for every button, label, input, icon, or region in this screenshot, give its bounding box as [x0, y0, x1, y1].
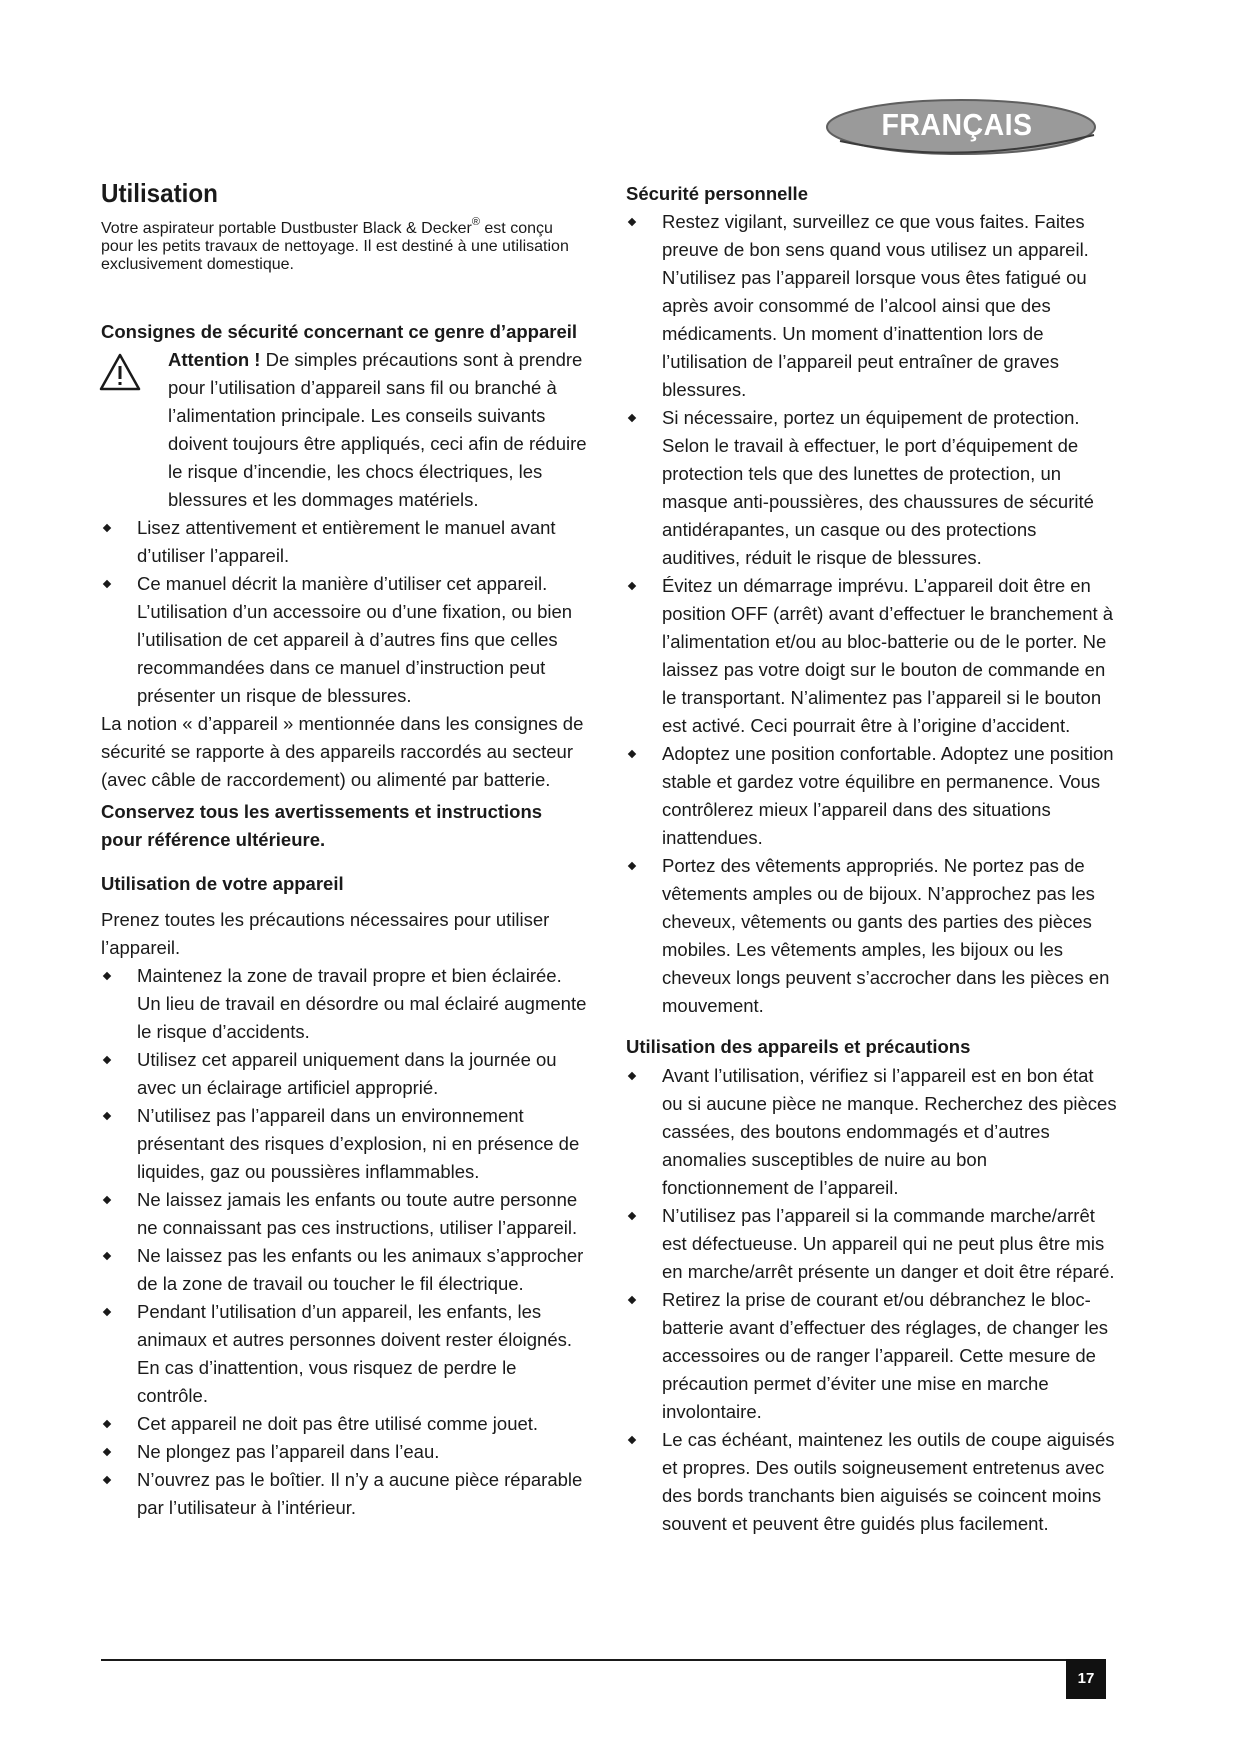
list-item: Cet appareil ne doit pas être utilisé comme jouet.	[101, 1410, 589, 1438]
list-item: Le cas échéant, maintenez les outils de coupe aiguisés et propres. Des outils soigneusement entretenus avec des bords tranchants bien aiguisés se coincent moins souvent et peuvent être guidés plus facilement.	[626, 1426, 1118, 1538]
intro-text: Votre aspirateur portable Dustbuster Black & Decker® est conçu pour les petits travaux de nettoyage. Il est destiné à une utilisation exclusivement domestique.	[101, 216, 569, 273]
bullet-icon	[103, 1308, 111, 1316]
bullet-icon	[628, 862, 636, 870]
use-bullets	[101, 962, 589, 1522]
bullet-icon	[628, 218, 636, 226]
bullet-icon	[103, 1420, 111, 1428]
list-item: N’utilisez pas l’appareil si la commande marche/arrêt est défectueuse. Un appareil qui ne peut plus être mis en marche/arrêt présente un danger et doit être réparé.	[626, 1202, 1118, 1286]
safety-heading: Consignes de sécurité concernant ce genre d’appareil	[101, 321, 578, 342]
personal-safety-heading: Sécurité personnelle	[626, 183, 808, 204]
bullet-icon	[103, 580, 111, 588]
bullet-icon	[103, 1056, 111, 1064]
list-item: Ne plongez pas l’appareil dans l’eau.	[101, 1438, 589, 1466]
bullet-icon	[628, 1212, 636, 1220]
list-item: Utilisez cet appareil uniquement dans la journée ou avec un éclairage artificiel approprié.	[101, 1046, 589, 1102]
bullet-icon	[628, 582, 636, 590]
page-title: Utilisation	[101, 178, 218, 208]
bullet-icon	[628, 750, 636, 758]
list-item: Évitez un démarrage imprévu. L’appareil doit être en position OFF (arrêt) avant d’effectuer le branchement à l’alimentation et/ou au bloc-batterie ou de le porter. Ne laissez pas votre doigt sur le bouton de commande en le transportant. N’alimentez pas l’appareil si le bouton est activé. Ceci pourrait être à l’origine d’accident.	[626, 572, 1116, 740]
bullet-icon	[628, 414, 636, 422]
list-item: Restez vigilant, surveillez ce que vous faites. Faites preuve de bon sens quand vous utilisez un appareil. N’utilisez pas l’appareil lorsque vous êtes fatigué ou après avoir consommé de l’alcool ainsi que des médicaments. Un moment d’inattention lors de l’utilisation de l’appareil peut entraîner de graves blessures.	[626, 208, 1116, 404]
warning-triangle-icon	[98, 352, 142, 392]
bullet-icon	[103, 1252, 111, 1260]
list-item: Ce manuel décrit la manière d’utiliser cet appareil. L’utilisation d’un accessoire ou d’une fixation, ou bien l’utilisation de cet appareil à d’autres fins que celles recommandées dans ce manuel d’instruction peut présenter un risque de blessures.	[101, 570, 586, 710]
intro-paragraph	[101, 216, 581, 274]
page-number: 17	[1066, 1659, 1106, 1699]
list-item: Ne laissez jamais les enfants ou toute autre personne ne connaissant pas ces instructions, utiliser l’appareil.	[101, 1186, 589, 1242]
list-item: Pendant l’utilisation d’un appareil, les enfants, les animaux et autres personnes doivent rester éloignés. En cas d’inattention, vous risquez de perdre le contrôle.	[101, 1298, 589, 1410]
warning-text: Attention ! De simples précautions sont à prendre pour l’utilisation d’appareil sans fil ou branché à l’alimentation principale. Les conseils suivants doivent toujours être appliqués, ceci afin de réduire le risque d’incendie, les chocs électriques, les blessures et les dommages matériels.	[168, 349, 587, 510]
devices-heading: Utilisation des appareils et précautions	[626, 1036, 971, 1057]
bullet-icon	[103, 524, 111, 532]
keep-instructions: Conservez tous les avertissements et instructions pour référence ultérieure.	[101, 801, 543, 850]
bullet-icon	[628, 1072, 636, 1080]
language-label: FRANÇAIS	[881, 107, 1033, 142]
devices-bullets	[626, 1062, 1118, 1538]
list-item: Retirez la prise de courant et/ou débranchez le bloc-batterie avant d’effectuer des réglages, de changer les accessoires ou de ranger l’appareil. Cette mesure de précaution permet d’éviter une mise en marche involontaire.	[626, 1286, 1118, 1426]
list-item: Adoptez une position confortable. Adoptez une position stable et gardez votre équilibre en permanence. Vous contrôlerez mieux l’appareil dans des situations inattendues.	[626, 740, 1116, 852]
list-item: Ne laissez pas les enfants ou les animaux s’approcher de la zone de travail ou toucher le fil électrique.	[101, 1242, 589, 1298]
bullet-icon	[628, 1436, 636, 1444]
list-item: N’ouvrez pas le boîtier. Il n’y a aucune pièce réparable par l’utilisateur à l’intérieur.	[101, 1466, 589, 1522]
general-bullets	[101, 514, 586, 710]
bullet-icon	[103, 1196, 111, 1204]
use-intro: Prenez toutes les précautions nécessaires pour utiliser l’appareil.	[101, 909, 550, 958]
list-item: N’utilisez pas l’appareil dans un environnement présentant des risques d’explosion, ni en présence de liquides, gaz ou poussières inflammables.	[101, 1102, 589, 1186]
use-heading: Utilisation de votre appareil	[101, 873, 344, 894]
warning-block	[101, 346, 591, 514]
language-badge	[822, 97, 1106, 155]
list-item: Lisez attentivement et entièrement le manuel avant d’utiliser l’appareil.	[101, 514, 586, 570]
bullet-icon	[103, 1112, 111, 1120]
bullet-icon	[628, 1296, 636, 1304]
footer-rule	[101, 1659, 1106, 1661]
bullet-icon	[103, 1476, 111, 1484]
list-item: Portez des vêtements appropriés. Ne portez pas de vêtements amples ou de bijoux. N’approchez pas les cheveux, vêtements ou gants des parties des pièces mobiles. Les vêtements amples, les bijoux ou les cheveux longs peuvent s’accrocher dans les pièces en mouvement.	[626, 852, 1116, 1020]
bullet-icon	[103, 972, 111, 980]
list-item: Avant l’utilisation, vérifiez si l’appareil est en bon état ou si aucune pièce ne manque. Recherchez des pièces cassées, des boutons endommagés et d’autres anomalies susceptibles de nuire au bon fonctionnement de l’appareil.	[626, 1062, 1118, 1202]
personal-safety-bullets	[626, 208, 1116, 1020]
notion-paragraph: La notion « d’appareil » mentionnée dans les consignes de sécurité se rapporte à des appareils raccordés au secteur (avec câble de raccordement) ou alimenté par batterie.	[101, 713, 584, 790]
list-item: Maintenez la zone de travail propre et bien éclairée. Un lieu de travail en désordre ou mal éclairé augmente le risque d’accidents.	[101, 962, 589, 1046]
list-item: Si nécessaire, portez un équipement de protection. Selon le travail à effectuer, le port d’équipement de protection tels que des lunettes de protection, un masque anti-poussières, des chaussures de sécurité antidérapantes, un casque ou des protections auditives, réduit le risque de blessures.	[626, 404, 1116, 572]
bullet-icon	[103, 1448, 111, 1456]
